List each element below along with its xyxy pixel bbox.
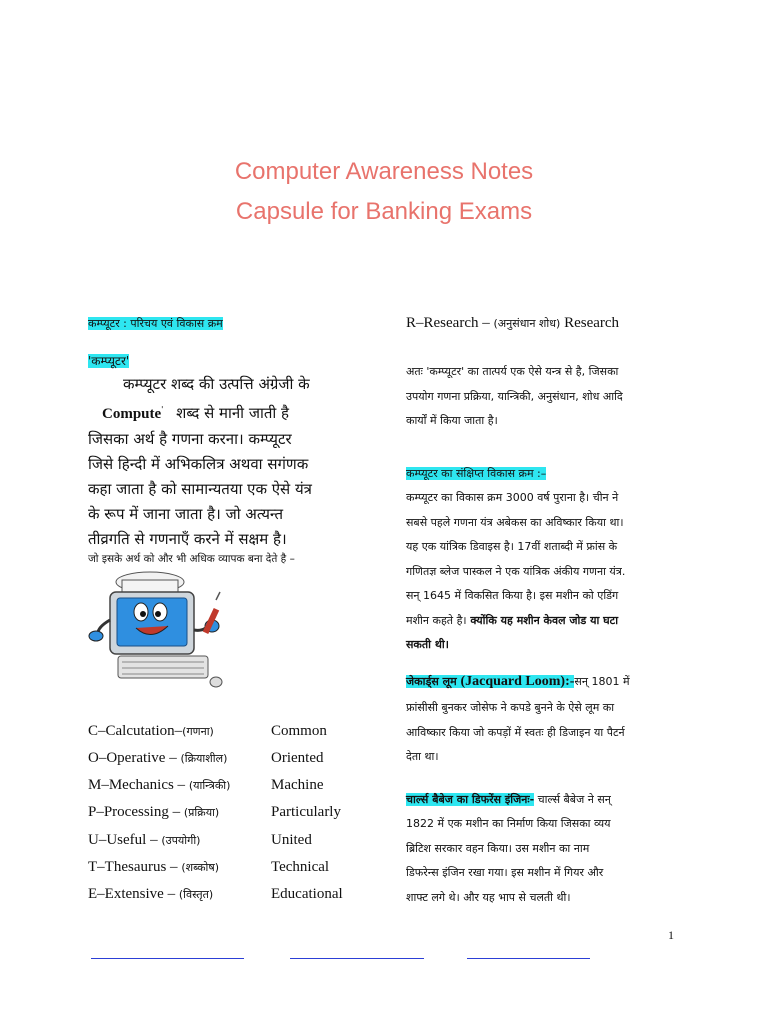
paragraph-history [406, 486, 680, 658]
jacquard-label-english: (Jacquard Loom):- [460, 674, 575, 689]
acronym-word: Common [271, 723, 327, 739]
para-line: कार्यों में किया जाता है। [406, 414, 498, 427]
babbage-line [406, 792, 680, 807]
para-line: फ्रांसीसी बुनकर जोसेफ ने कपडे बुनने के ऐसे लूम का [406, 701, 615, 714]
footer-link-3[interactable] [467, 958, 590, 959]
para-line: ब्रिटिश सरकार वहन किया। उस मशीन का नाम [406, 841, 590, 855]
acronym-row [88, 777, 388, 801]
acronym-word: Machine [271, 777, 324, 793]
acronym-row [88, 886, 388, 910]
footer-link-1[interactable] [91, 958, 244, 959]
para-line: कम्प्यूटर का विकास क्रम 3000 वर्ष पुराना है। चीन ने [406, 491, 619, 504]
document-title-line2: Capsule for Banking Exams [235, 198, 533, 225]
acronym-hindi: (विस्तृत) [178, 888, 214, 901]
acronym-row [88, 804, 388, 828]
para-line: शाफ्ट लगे थे। और यह भाप से चलती थी। [406, 890, 571, 904]
acronym-row [88, 859, 388, 883]
para-line: सन् 1645 में विकसित किया है। इस मशीन को एडिंग [406, 589, 619, 602]
acronym-term: E–Extensive – [88, 886, 179, 902]
history-heading-text: कम्प्यूटर का संक्षिप्त विकास क्रम :– [406, 467, 547, 480]
acronym-word: Particularly [271, 804, 341, 820]
small-line: जो इसके अर्थ को और भी अधिक व्यापक बना देते है – [88, 553, 295, 565]
para-line: डिफरेन्स इंजिन रखा गया। इस मशीन में गियर और [406, 866, 604, 879]
acronym-word: United [271, 832, 312, 848]
acronym-word: Oriented [271, 750, 324, 766]
babbage-label: चार्ल्स बैबेज का डिफरेंस इंजिनः- [406, 793, 535, 806]
para-line: कहा जाता है को सामान्यतया एक ऐसे यंत्र [88, 480, 312, 498]
acronym-hindi: (शब्कोष) [181, 861, 220, 874]
para-line: गणितज्ञ ब्लेज पास्कल ने एक यांत्रिक अंकीय गणना यंत्र. [406, 564, 626, 578]
acronym-term: P–Processing – [88, 804, 184, 820]
research-line [406, 315, 619, 332]
research-term: R–Research – [406, 315, 494, 331]
acronym-row [88, 723, 388, 747]
acronym-word: Technical [271, 859, 330, 875]
para-bold-text: सकती थी। [406, 638, 449, 651]
research-hindi: (अनुसंधान शोध) [493, 317, 561, 330]
subheading [88, 352, 129, 369]
section-heading [88, 316, 223, 331]
compute-word: Compute [102, 406, 162, 422]
para-line: कम्प्यूटर शब्द की उत्पत्ति अंग्रेजी के [123, 375, 310, 393]
acronym-word: Educational [271, 886, 343, 902]
para-text: मशीन कहते है। [406, 613, 467, 627]
computer-mascot-illustration [88, 570, 238, 695]
jacquard-line [406, 674, 680, 690]
jacquard-label-hindi: जेकार्ड्स लूम [406, 675, 461, 688]
document-title-line1: Computer Awareness Notes [234, 158, 534, 185]
acronym-term: O–Operative – [88, 750, 181, 766]
jacquard-rest: सन् 1801 में [574, 675, 630, 688]
acronym-term: M–Mechanics – [88, 777, 189, 793]
acronym-hindi: (उपयोगी) [161, 834, 201, 847]
acronym-hindi: (गणना) [182, 725, 214, 738]
para-line: के रूप में जाना जाता है। जो अत्यन्त [88, 505, 284, 523]
para-line-compute [88, 397, 388, 427]
intro-paragraph [88, 372, 388, 552]
para-line-mixed [406, 609, 680, 634]
para-line: यह एक यांत्रिक डिवाइस है। 17वीं शताब्दी में फ्रांस के [406, 540, 618, 553]
para-line: अतः 'कम्प्यूटर' का तात्पर्य एक ऐसे यन्त्र से है, जिसका [406, 365, 619, 378]
para-line: जिसका अर्थ है गणना करना। कम्प्यूटर [88, 430, 292, 448]
para-line: उपयोग गणना प्रक्रिया, यान्त्रिकी, अनुसंधान, शोध आदि [406, 389, 623, 403]
para-line: शब्द से मानी जाती है [176, 404, 290, 422]
jacquard-label [406, 675, 574, 688]
para-line: सबसे पहले गणना यंत्र अबेकस का अविष्कार किया था। [406, 515, 624, 529]
paragraph-jacquard [406, 696, 680, 770]
acronym-term: T–Thesaurus – [88, 859, 182, 875]
babbage-rest: चार्ल्स बैबेज ने सन् [534, 793, 611, 806]
section-heading-text: कम्प्यूटर : परिचय एवं विकास क्रम [88, 317, 223, 330]
paragraph-babbage [406, 812, 680, 910]
page-number: 1 [668, 928, 674, 942]
para-line: आविष्कार किया जो कपड़ों में स्वतः ही डिजाइन या पैटर्न [406, 725, 625, 739]
para-line: तीव्रगति से गणनाएँ करने में सक्षम है। [88, 530, 287, 548]
history-heading [406, 466, 546, 481]
acronym-hindi: (यान्त्रिकी) [188, 779, 231, 792]
acronym-row [88, 750, 388, 774]
acronym-hindi: (क्रियाशील) [180, 752, 228, 765]
compute-mark: ' [161, 405, 164, 414]
acronym-hindi: (प्रक्रिया) [183, 806, 220, 819]
acronym-term: C–Calcutation– [88, 723, 183, 739]
acronym-term: U–Useful – [88, 832, 162, 848]
para-line: जिसे हिन्दी में अभिकलित्र अथवा सगंणक [88, 455, 309, 473]
acronym-row [88, 832, 388, 856]
research-english: Research [560, 315, 620, 331]
para-bold-text: क्योंकि यह मशीन केवल जोड या घटा [466, 613, 619, 627]
paragraph-meaning [406, 360, 678, 434]
para-line: देता था। [406, 750, 439, 763]
para-line: 1822 में एक मशीन का निर्माण किया जिसका व्यय [406, 817, 611, 830]
subheading-text: 'कम्प्यूटर' [88, 354, 130, 368]
footer-link-2[interactable] [290, 958, 424, 959]
